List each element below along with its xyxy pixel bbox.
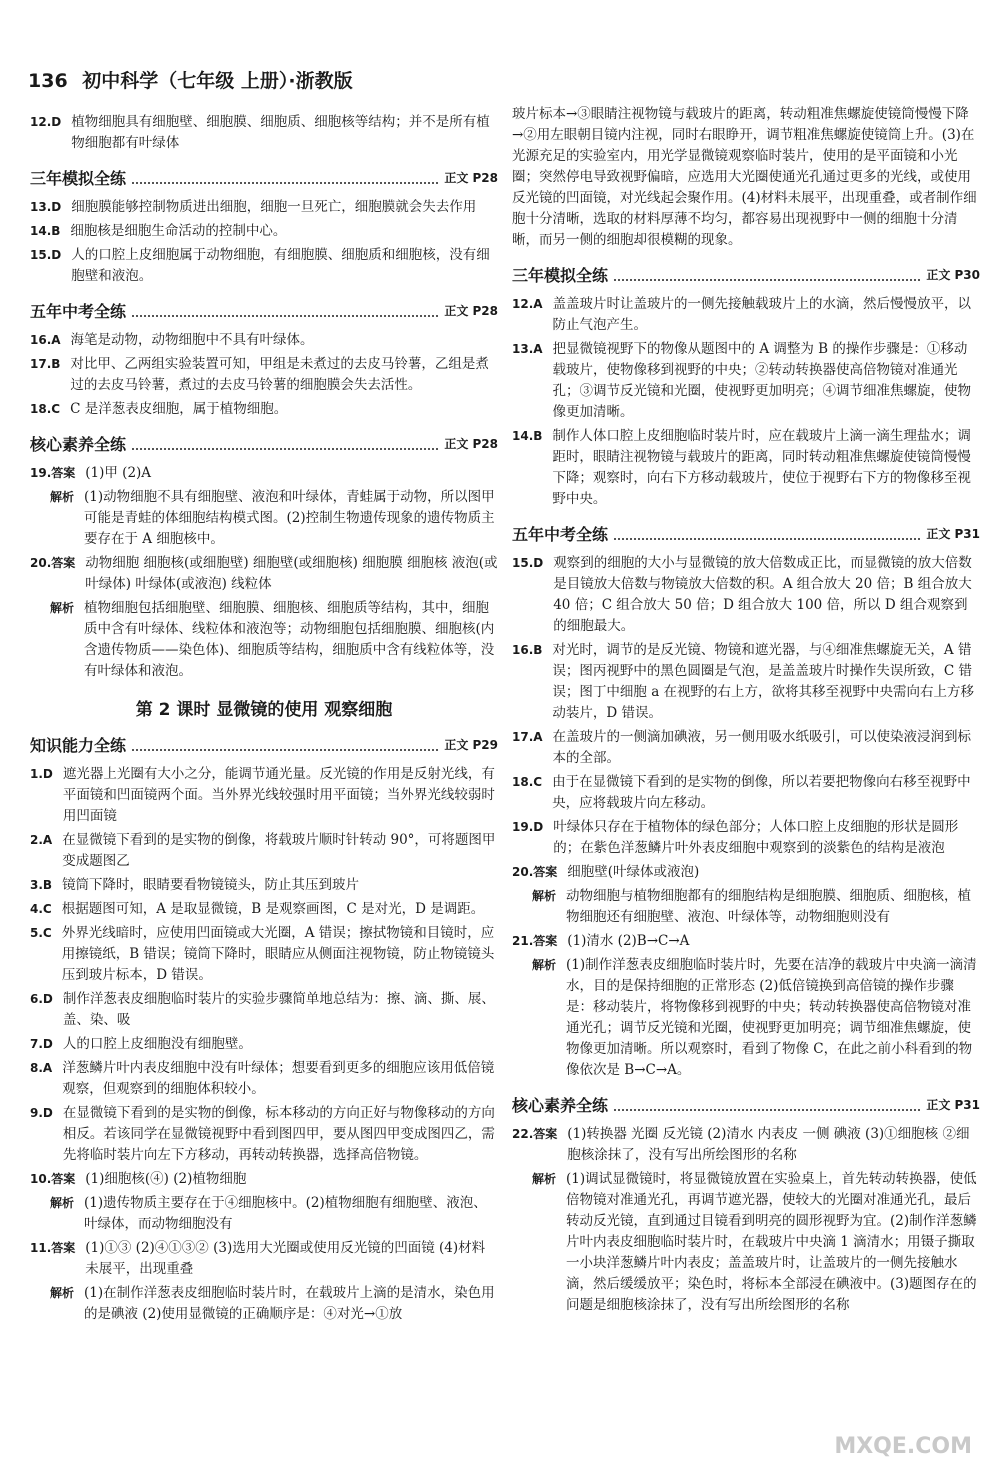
answer-item [30,354,498,396]
right-column [512,104,980,1319]
section-leader [132,315,438,317]
answer-key: 15.D [30,248,62,262]
explanation [532,886,980,928]
answer-text: 制作人体口腔上皮细胞临时装片时，应在载玻片上滴一滴生理盐水；调距时，眼睛注视物镜与载玻片的距离，同时转动粗准焦螺旋使镜筒慢慢下降；观察时，向右下方移动载玻片，使位于视野右下方的物像移至视野中央。 [552,428,971,507]
answer-item [512,931,980,952]
section-page-ref: 正文 P30 [926,268,980,282]
answer-item [512,339,980,423]
answer-key: 17.B [30,357,61,371]
answer-item [30,1034,498,1055]
section-header [30,735,498,756]
explanation [50,1283,498,1325]
answer-item [512,294,980,336]
section-page-ref: 正文 P31 [926,1098,980,1112]
answer-text: 在显微镜下看到的是实物的倒像，标本移动的方向正好与物像移动的方向相反。若该同学在显微镜视野中看到图四甲，要从图四甲变成图四乙，需先将临时装片向左下方移动，再转动转换器，选择高倍物镜。 [62,1105,495,1163]
answer-key: 17.A [512,730,543,744]
answer-text: 细胞膜能够控制物质进出细胞，细胞一旦死亡，细胞膜就会失去作用 [71,199,477,215]
answer-text: 动物细胞 细胞核(或细胞壁) 细胞壁(或细胞核) 细胞膜 细胞核 液泡(或叶绿体) 叶绿体(或液泡) 线粒体 [85,555,498,592]
explanation-text: (1)制作洋葱表皮细胞临时装片时，先要在洁净的载玻片中央滴一滴清水，目的是保持细胞的正常形态 (2)低倍镜换到高倍镜的操作步骤是：移动装片，将物像移到视野的中央；转动转换器使高倍物镜对准通光孔；调节反光镜和光圈，使视野更加明亮；调节细准焦螺旋，使物像更加清晰。所以观察时，看到了物像 C，在此之前小科看到的物像依次是 B→C→A。 [566,957,977,1078]
section-page-ref: 正文 P28 [444,304,498,318]
answer-key: 7.D [30,1037,53,1051]
answer-key: 10.答案 [30,1172,76,1186]
explanation [50,1193,498,1235]
answer-item [30,875,498,896]
answer-item [512,817,980,859]
answer-key: 19.D [512,820,544,834]
explanation-label: 解析 [532,958,557,972]
answer-key: 20.答案 [512,865,558,879]
section-leader [614,1109,920,1111]
answer-item [30,197,498,218]
answer-key: 15.D [512,556,544,570]
section-page-ref: 正文 P31 [926,527,980,541]
explanation [50,598,498,682]
book-title: 初中科学（七年级 上册）·浙教版 [82,70,353,92]
answer-text: 在显微镜下看到的是实物的倒像，将载玻片顺时针转动 90°，可将题图甲变成题图乙 [62,832,496,869]
explanation-text: 植物细胞包括细胞壁、细胞膜、细胞核、细胞质等结构，其中，细胞质中含有叶绿体、线粒体和液泡等；动物细胞包括细胞膜、细胞核(内含遗传物质——染色体)、细胞质等结构，细胞质中含有线粒体等，没有叶绿体和液泡。 [84,600,495,679]
answer-text: 观察到的细胞的大小与显微镜的放大倍数成正比，而显微镜的放大倍数是目镜放大倍数与物镜放大倍数的积。A 组合放大 20 倍；B 组合放大 40 倍；C 组合放大 50 倍；D 组合放大 100 倍，所以 D 组合观察到的细胞最大。 [553,555,972,634]
explanation-text: (1)在制作洋葱表皮细胞临时装片时，在载玻片上滴的是清水，染色用的是碘液 (2)使用显微镜的正确顺序是：④对光→①放 [84,1285,495,1322]
answer-key: 16.A [30,333,61,347]
answer-item [512,727,980,769]
section-title: 三年模拟全练 [512,266,609,285]
explanation-text: (1)遗传物质主要存在于④细胞核中。(2)植物细胞有细胞壁、液泡、叶绿体，而动物细胞没有 [84,1195,487,1232]
answer-item [512,640,980,724]
answer-key: 1.D [30,767,53,781]
answer-item [512,1124,980,1166]
explanation-text: 动物细胞与植物细胞都有的细胞结构是细胞膜、细胞质、细胞核，植物细胞还有细胞壁、液泡、叶绿体等，动物细胞则没有 [566,888,972,925]
section-header [512,524,980,545]
explanation [50,487,498,550]
answer-key: 18.C [512,775,543,789]
section-leader [614,279,920,281]
answer-key: 12.D [30,115,62,129]
answer-text: 细胞核是细胞生命活动的控制中心。 [70,223,287,239]
section-title: 三年模拟全练 [30,169,127,188]
section-page-ref: 正文 P28 [444,437,498,451]
section-header [512,265,980,286]
section-leader [132,448,438,450]
answer-text: 细胞壁(叶绿体或液泡) [567,864,700,880]
answer-key: 21.答案 [512,934,558,948]
answer-item [30,112,498,154]
section-title: 五年中考全练 [512,525,609,544]
answer-item [512,553,980,637]
answer-text: (1)细胞核(④) (2)植物细胞 [85,1171,247,1187]
answer-item [30,989,498,1031]
answer-item [30,399,498,420]
answer-text: 制作洋葱表皮细胞临时装片的实验步骤简单地总结为：擦、滴、撕、展、盖、染、吸 [62,991,495,1028]
answer-text: (1)甲 (2)A [85,465,152,481]
section-title: 知识能力全练 [30,736,127,755]
answer-key: 14.B [512,429,543,443]
explanation-text: (1)动物细胞不具有细胞壁、液泡和叶绿体，青蛙属于动物，所以图甲可能是青蛙的体细胞结构模式图。(2)控制生物遗传现象的遗传物质主要存在于 A 细胞核中。 [84,489,495,547]
answer-key: 11.答案 [30,1241,76,1255]
section-title: 核心素养全练 [512,1096,609,1115]
answer-text: (1)转换器 光圈 反光镜 (2)清水 内表皮 一侧 碘液 (3)①细胞核 ②细胞核涂抹了，没有写出所绘图形的名称 [567,1126,970,1163]
section-title: 五年中考全练 [30,302,127,321]
answer-text: 盖盖玻片时让盖玻片的一侧先接触载玻片上的水滴，然后慢慢放平，以防止气泡产生。 [552,296,972,333]
answer-item [30,923,498,986]
answer-key: 20.答案 [30,556,76,570]
answer-text: 人的口腔上皮细胞没有细胞壁。 [62,1036,252,1052]
section-leader [132,749,438,751]
section-header [30,301,498,322]
answer-key: 9.D [30,1106,53,1120]
answer-text: 镜筒下降时，眼睛要看物镜镜头，防止其压到玻片 [62,877,360,893]
answer-item [30,330,498,351]
answer-item [30,899,498,920]
answer-text: 植物细胞具有细胞壁、细胞膜、细胞质、细胞核等结构；并不是所有植物细胞都有叶绿体 [71,114,490,151]
answer-text: 叶绿体只存在于植物体的绿色部分；人体口腔上皮细胞的形状是圆形的；在紫色洋葱鳞片叶外表皮细胞中观察到的淡紫色的结构是液泡 [553,819,959,856]
answer-item [512,772,980,814]
answer-key: 8.A [30,1061,53,1075]
section-header [30,434,498,455]
answer-text: 海笔是动物，动物细胞中不具有叶绿体。 [70,332,314,348]
answer-item [30,1058,498,1100]
answer-text: 在盖玻片的一侧滴加碘液，另一侧用吸水纸吸引，可以使染液浸润到标本的全部。 [552,729,972,766]
explanation-label: 解析 [50,1196,75,1210]
answer-key: 12.A [512,297,543,311]
explanation-label: 解析 [50,601,75,615]
answer-text: 由于在显微镜下看到的是实物的倒像，所以若要把物像向右移至视野中央，应将载玻片向左移动。 [552,774,971,811]
answer-item [30,1238,498,1280]
explanation [532,955,980,1081]
answer-text: (1)①③ (2)④①③② (3)选用大光圈或使用反光镜的凹面镜 (4)材料未展平，出现重叠 [85,1240,486,1277]
answer-text: 外界光线暗时，应使用凹面镜或大光圈，A 错误；擦拭物镜和目镜时，应用擦镜纸，B 错误；镜筒下降时，眼睛应从侧面注视物镜，防止物镜镜头压到玻片标本，D 错误。 [61,925,495,983]
explanation-label: 解析 [50,490,75,504]
answer-text: 根据题图可知，A 是取显微镜，B 是观察画图，C 是对光，D 是调距。 [61,901,485,917]
chapter-title: 第 2 课时 显微镜的使用 观察细胞 [135,700,393,720]
answer-key: 22.答案 [512,1127,558,1141]
explanation-label: 解析 [50,1286,75,1300]
answer-item [512,426,980,510]
section-leader [132,182,438,184]
answer-item [30,1169,498,1190]
answer-item [30,1103,498,1166]
section-leader [614,538,920,540]
answer-item [30,830,498,872]
answer-text: 把显微镜视野下的物像从题图中的 A 调整为 B 的操作步骤是：①移动载玻片，使物像移到视野的中央；②转动转换器使高倍物镜对准通光孔；③调节反光镜和光圈，使视野更加明亮；④调节细准焦螺旋，使物像更加清晰。 [552,341,972,420]
answer-item [512,862,980,883]
page-number: 136 [28,70,68,92]
answer-text: 对光时，调节的是反光镜、物镜和遮光器，与④细准焦螺旋无关，A 错误；图丙视野中的黑色圆圈是气泡，是盖盖玻片时操作失误所致，C 错误；图丁中细胞 a 在视野的右上方，欲将其移至视野中央需向右上方移动装片，D 错误。 [552,642,975,721]
answer-item [30,245,498,287]
explanation [532,1169,980,1316]
left-column [30,112,498,1328]
answer-key: 2.A [30,833,53,847]
answer-key: 13.A [512,342,543,356]
answer-text: 遮光器上光圈有大小之分，能调节通光量。反光镜的作用是反射光线，有平面镜和凹面镜两个面。当外界光线较强时用平面镜；当外界光线较弱时用凹面镜 [62,766,495,824]
answer-text: 洋葱鳞片叶内表皮细胞中没有叶绿体；想要看到更多的细胞应该用低倍镜观察，但观察到的细胞体积较小。 [62,1060,495,1097]
answer-text: C 是洋葱表皮细胞，属于植物细胞。 [70,401,288,417]
answer-key: 14.B [30,224,61,238]
section-page-ref: 正文 P29 [444,738,498,752]
answer-key: 19.答案 [30,466,76,480]
answer-item [30,463,498,484]
explanation-text: (1)调试显微镜时，将显微镜放置在实验桌上，首先转动转换器，使低倍物镜对准通光孔，再调节遮光器，使较大的光圈对准通光孔，最后转动反光镜，直到通过目镜看到明亮的圆形视野为宜。(2)制作洋葱鳞片叶内表皮细胞临时装片时，在载玻片中央滴 1 滴清水；用镊子撕取一小块洋葱鳞片叶内表皮；盖盖玻片时，让盖玻片的一侧先接触水滴，然后缓缓放平；染色时，将标本全部浸在碘液中。(3)题图存在的问题是细胞核涂抹了，没有写出所绘图形的名称 [566,1171,977,1313]
section-page-ref: 正文 P28 [444,171,498,185]
section-header [512,1095,980,1116]
section-title: 核心素养全练 [30,435,127,454]
page-header [28,66,353,93]
answer-key: 13.D [30,200,62,214]
answer-key: 6.D [30,992,53,1006]
answer-key: 3.B [30,878,53,892]
watermark: MXQE.COM [834,1434,972,1459]
answer-key: 4.C [30,902,52,916]
section-header [30,168,498,189]
answer-text: 对比甲、乙两组实验装置可知，甲组是未煮过的去皮马铃薯，乙组是煮过的去皮马铃薯，煮过的去皮马铃薯的细胞膜会失去活性。 [70,356,489,393]
explanation-label: 解析 [532,889,557,903]
answer-text: (1)清水 (2)B→C→A [567,933,690,949]
answer-item [30,764,498,827]
explanation-label: 解析 [532,1172,557,1186]
answer-key: 5.C [30,926,52,940]
continued-text: 玻片标本→③眼睛注视物镜与载玻片的距离，转动粗准焦螺旋使镜筒慢慢下降→②用左眼朝目镜内注视，同时右眼睁开，调节粗准焦螺旋使镜筒上升。(3)在光源充足的实验室内，用光学显微镜观察临时装片，使用的是平面镜和小光圈；突然停电导致视野偏暗，应选用大光圈使通光孔通过更多的光线，或使用反光镜的凹面镜，对光线起会聚作用。(4)材料未展平，出现重叠，或者制作细胞十分清晰，选取的材料厚薄不均匀，都容易出现视野中一侧的细胞十分清晰，而另一侧的细胞却很模糊的现象。 [512,106,977,248]
answer-item [30,221,498,242]
answer-key: 18.C [30,402,61,416]
answer-key: 16.B [512,643,543,657]
answer-item [30,553,498,595]
answer-text: 人的口腔上皮细胞属于动物细胞，有细胞膜、细胞质和细胞核，没有细胞壁和液泡。 [71,247,490,284]
